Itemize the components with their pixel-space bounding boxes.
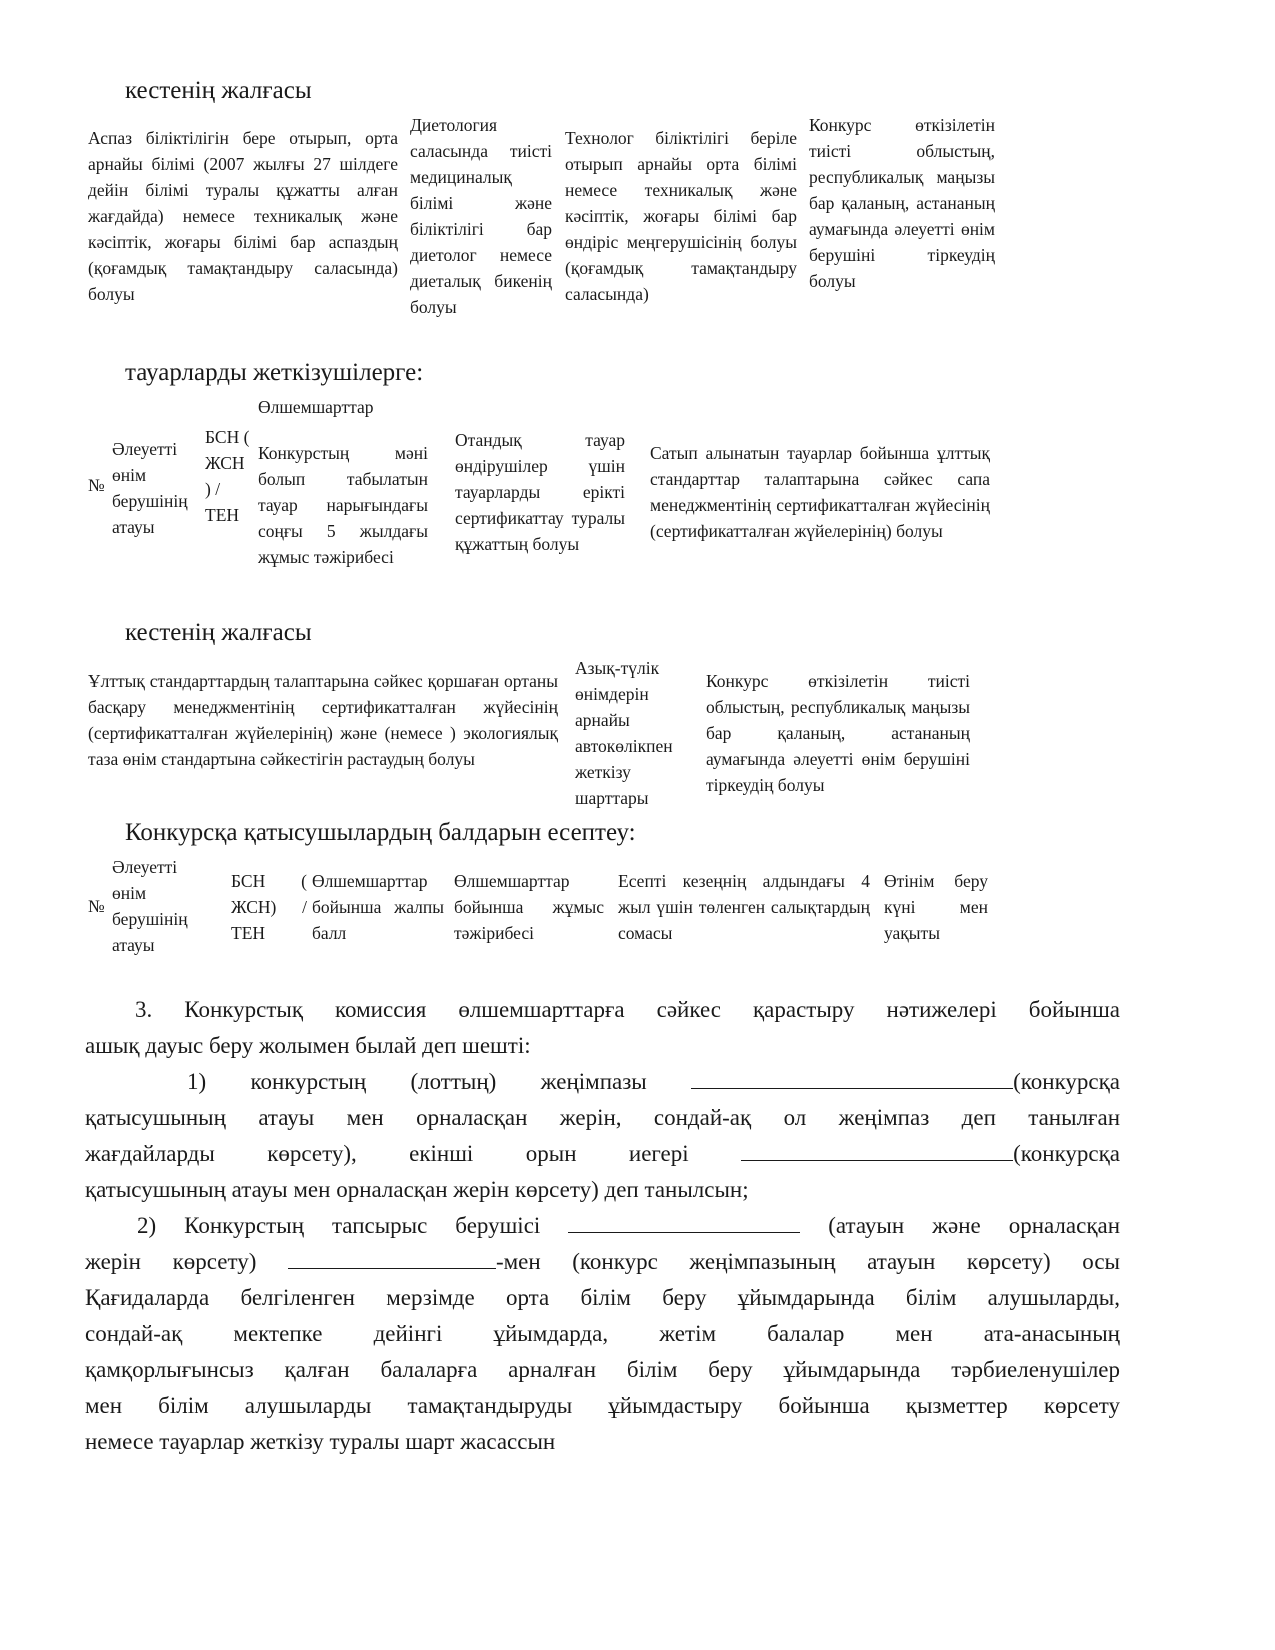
column-header-taxes-paid: Есепті кезеңнің алдындағы 4 жыл үшін төленген салықтардың сомасы <box>618 871 870 943</box>
item2-line6: мен білім алушыларды тамақтандыруды ұйымдастыру бойынша қызметтер көрсету <box>85 1393 1120 1418</box>
section-heading-score-calculation: Конкурсқа қатысушылардың балдарын есептеу: <box>125 819 636 846</box>
item2-line2: жерін көрсету) -мен (конкурс жеңімпазының атауын көрсету) осы <box>85 1244 1120 1280</box>
column-header-voluntary-certification: Отандық тауар өндірушілер үшін тауарларды ерікті сертификаттау туралы құжаттың болуы <box>455 430 625 554</box>
column-header-bin-2: БСН ( ЖСН) / ТЕН <box>231 871 307 943</box>
contractor-blank-field[interactable] <box>288 1246 496 1269</box>
item2-line4: сондай-ақ мектепке дейінгі ұйымдарда, жетім балалар мен ата-анасының <box>85 1321 1120 1346</box>
table-cell-dietitian: Диетология саласында тиісті медициналық білімі және біліктілігі бар диетолог немесе диеталық бикенің болуы <box>410 115 552 317</box>
decision-section <box>85 992 1120 1460</box>
column-header-number: № <box>88 475 105 495</box>
column-header-supplier-name: Әлеуетті өнім берушінің атауы <box>112 439 188 537</box>
item2-line3: Қағидаларда белгіленген мерзімде орта білім беру ұйымдарында білім алушыларды, <box>85 1285 1120 1310</box>
table-cell-delivery-conditions: Азық-түлік өнімдерін арнайы автокөлікпен жеткізу шарттары <box>575 658 673 808</box>
item2-line5: қамқорлығынсыз қалған балаларға арналған білім беру ұйымдарында тәрбиеленушілер <box>85 1357 1120 1382</box>
item1-line1: 1) конкурстың (лоттың) жеңімпазы (конкурсқа <box>85 1064 1120 1100</box>
item1-line3: жағдайларды көрсету), екінші орын иегері (конкурсқа <box>85 1136 1120 1172</box>
column-header-number-2: № <box>88 896 105 916</box>
column-header-application-datetime: Өтінім беру күні мен уақыты <box>884 871 988 943</box>
customer-blank-field[interactable] <box>568 1210 800 1233</box>
section-heading-table-continuation-1: кестенің жалғасы <box>125 77 312 104</box>
item2-line7: немесе тауарлар жеткізу туралы шарт жасассын <box>85 1429 556 1454</box>
item1-line4: қатысушының атауы мен орналасқан жерін көрсету) деп танылсын; <box>85 1177 749 1202</box>
column-header-bin: БСН ( ЖСН ) / ТЕН <box>205 427 250 525</box>
table-cell-registration-2: Конкурс өткізілетін тиісті облыстың, республикалық маңызы бар қаланың, астананың аумағында әлеуетті өнім берушіні тіркеудің болуы <box>706 671 970 795</box>
column-header-experience-score: Өлшемшарттар бойынша жұмыс тәжірибесі <box>454 871 604 943</box>
section-heading-table-continuation-2: кестенің жалғасы <box>125 619 312 646</box>
column-group-header-criteria: Өлшемшарттар <box>258 397 374 417</box>
column-header-quality-management: Сатып алынатын тауарлар бойынша ұлттық стандарттар талаптарына сәйкес сапа менеджментінің сертификатталған жүйесінің (сертификатталған жүйелерінің) болуы <box>650 443 990 541</box>
table-cell-chef-qualification: Аспаз біліктілігін бере отырып, орта арнайы білімі (2007 жылғы 27 шілдеге дейін білімі туралы құжатты алған жағдайда) немесе техникалық және кәсіптік, жоғары білімі бар аспаздың (қоғамдық тамақтандыру саласында) болуы <box>88 128 398 304</box>
second-place-blank-field[interactable] <box>741 1138 1013 1161</box>
column-header-total-score: Өлшемшарттар бойынша жалпы балл <box>312 871 444 943</box>
winner-blank-field[interactable] <box>691 1066 1013 1089</box>
section-heading-goods-suppliers: тауарларды жеткізушілерге: <box>125 359 424 386</box>
table-cell-environmental-management: Ұлттық стандарттардың талаптарына сәйкес қоршаған ортаны басқару менеджментінің сертификатталған жүйесінің (сертификатталған жүйелерінің) және (немесе ) экологиялық таза өнім стандартына сәйкестігін растаудың болуы <box>88 671 558 769</box>
table-cell-registration: Конкурс өткізілетін тиісті облыстың, республикалық маңызы бар қаланың, астананың аумағында әлеуетті өнім берушіні тіркеудің болуы <box>809 115 995 291</box>
column-header-supplier-name-2: Әлеуетті өнім берушінің атауы <box>112 857 188 955</box>
item1-line2: қатысушының атауы мен орналасқан жерін, сондай-ақ ол жеңімпаз деп танылған <box>85 1105 1120 1130</box>
table-cell-technologist: Технолог біліктілігі беріле отырып арнайы орта білімі немесе техникалық және кәсіптік, жоғары білімі бар өндіріс меңгерушісінің болуы (қоғамдық тамақтандыру саласында) <box>565 128 797 304</box>
decision-intro-line-1: 3. Конкурстық комиссия өлшемшарттарға сәйкес қарастыру нәтижелері бойынша <box>135 997 1120 1022</box>
item2-line1: 2) Конкурстың тапсырыс берушісі (атауын және орналасқан <box>85 1208 1120 1244</box>
column-header-work-experience: Конкурстың мәні болып табылатын тауар нарығындағы соңғы 5 жылдағы жұмыс тәжірибесі <box>258 443 428 567</box>
decision-intro-line-2: ашық дауыс беру жолымен былай деп шешті: <box>85 1033 531 1058</box>
